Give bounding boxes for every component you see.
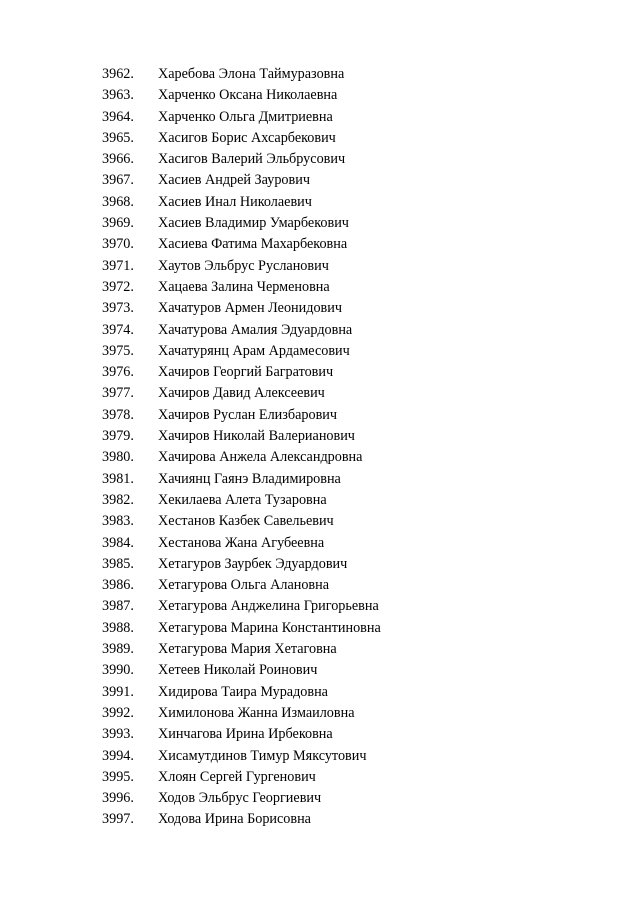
list-item: [102, 703, 582, 724]
entry-name: Хлоян Сергей Гургенович: [158, 768, 316, 785]
entry-name: Хасиев Владимир Умарбекович: [158, 215, 349, 232]
list-item: [102, 511, 582, 532]
list-item: [102, 341, 582, 362]
entry-name: Хестанов Казбек Савельевич: [158, 513, 334, 530]
entry-number: 3995.: [102, 768, 134, 785]
entry-number: 3984.: [102, 534, 134, 551]
entry-number: 3989.: [102, 641, 134, 658]
entry-name: Хетеев Николай Роинович: [158, 662, 318, 679]
entry-name: Хекилаева Алета Тузаровна: [158, 491, 327, 508]
list-item: [102, 85, 582, 106]
list-item: [102, 320, 582, 341]
list-item: [102, 447, 582, 468]
entry-number: 3973.: [102, 300, 134, 317]
entry-name: Хачиров Георгий Багратович: [158, 364, 334, 381]
list-item: [102, 724, 582, 745]
entry-number: 3965.: [102, 129, 134, 146]
list-item: [102, 213, 582, 234]
entry-number: 3992.: [102, 704, 134, 721]
entry-number: 3991.: [102, 683, 134, 700]
entry-name: Хетагурова Анджелина Григорьевна: [158, 598, 379, 615]
entry-number: 3987.: [102, 598, 134, 615]
entry-name: Хестанова Жана Агубеевна: [158, 534, 325, 551]
entry-name: Хетагурова Ольга Алановна: [158, 577, 330, 594]
list-item: [102, 596, 582, 617]
entry-number: 3996.: [102, 790, 134, 807]
entry-name: Хачиянц Гаянэ Владимировна: [158, 470, 341, 487]
entry-number: 3972.: [102, 278, 134, 295]
entry-number: 3979.: [102, 428, 134, 445]
entry-name: Хацаева Залина Черменовна: [158, 278, 330, 295]
entry-number: 3968.: [102, 193, 134, 210]
entry-number: 3971.: [102, 257, 134, 274]
list-item: [102, 639, 582, 660]
entry-name: Хетагуров Заурбек Эдуардович: [158, 555, 348, 572]
list-item: [102, 426, 582, 447]
list-item: [102, 298, 582, 319]
entry-name: Хачатурова Амалия Эдуардовна: [158, 321, 353, 338]
list-item: [102, 170, 582, 191]
entry-number: 3967.: [102, 172, 134, 189]
list-item: [102, 383, 582, 404]
entry-name: Ходова Ирина Борисовна: [158, 811, 311, 828]
entry-number: 3966.: [102, 151, 134, 168]
entry-name: Хасиева Фатима Махарбековна: [158, 236, 348, 253]
entry-number: 3988.: [102, 619, 134, 636]
entry-name: Хасигов Валерий Эльбрусович: [158, 151, 346, 168]
entry-name: Хачатурянц Арам Ардамесович: [158, 342, 350, 359]
entry-name: Хачатуров Армен Леонидович: [158, 300, 342, 317]
list-item: [102, 575, 582, 596]
entry-name: Хачиров Николай Валерианович: [158, 428, 355, 445]
entry-number: 3964.: [102, 108, 134, 125]
entry-name: Хетагурова Марина Константиновна: [158, 619, 381, 636]
entry-number: 3962.: [102, 66, 134, 82]
entry-number: 3994.: [102, 747, 134, 764]
entry-number: 3969.: [102, 215, 134, 232]
list-item: [102, 149, 582, 170]
list-item: [102, 682, 582, 703]
entry-name: Хидирова Таира Мурадовна: [158, 683, 328, 700]
list-item: [102, 746, 582, 767]
list-item: [102, 490, 582, 511]
entry-name: Харченко Оксана Николаевна: [158, 87, 338, 104]
entry-name: Хаутов Эльбрус Русланович: [158, 257, 329, 274]
entry-number: 3982.: [102, 491, 134, 508]
entry-number: 3975.: [102, 342, 134, 359]
entry-name: Хинчагова Ирина Ирбековна: [158, 726, 333, 743]
entry-number: 3970.: [102, 236, 134, 253]
entry-number: 3974.: [102, 321, 134, 338]
entry-name: Ходов Эльбрус Георгиевич: [158, 790, 322, 807]
entry-number: 3977.: [102, 385, 134, 402]
entry-number: 3983.: [102, 513, 134, 530]
name-list: [102, 64, 582, 831]
entry-number: 3963.: [102, 87, 134, 104]
entry-name: Хисамутдинов Тимур Мяксутович: [158, 747, 367, 764]
list-item: [102, 234, 582, 255]
entry-name: Хасиев Инал Николаевич: [158, 193, 312, 210]
list-item: [102, 362, 582, 383]
entry-number: 3980.: [102, 449, 134, 466]
entry-number: 3976.: [102, 364, 134, 381]
list-item: [102, 192, 582, 213]
entry-name: Хетагурова Мария Хетаговна: [158, 641, 337, 658]
entry-name: Хасиев Андрей Заурович: [158, 172, 310, 189]
list-item: [102, 767, 582, 788]
entry-name: Хасигов Борис Ахсарбекович: [158, 129, 336, 146]
entry-number: 3993.: [102, 726, 134, 743]
entry-name: Химилонова Жанна Измаиловна: [158, 704, 355, 721]
list-item: [102, 128, 582, 149]
list-item: [102, 107, 582, 128]
list-item: [102, 256, 582, 277]
entry-number: 3978.: [102, 406, 134, 423]
list-item: [102, 277, 582, 298]
list-item: [102, 469, 582, 490]
list-item: [102, 533, 582, 554]
list-item: [102, 618, 582, 639]
entry-number: 3981.: [102, 470, 134, 487]
list-item: [102, 554, 582, 575]
entry-number: 3985.: [102, 555, 134, 572]
entry-name: Хачирова Анжела Александровна: [158, 449, 363, 466]
list-item: [102, 809, 582, 830]
entry-name: Харченко Ольга Дмитриевна: [158, 108, 333, 125]
entry-number: 3990.: [102, 662, 134, 679]
list-item: [102, 660, 582, 681]
entry-name: Харебова Элона Таймуразовна: [158, 66, 345, 82]
list-item: [102, 405, 582, 426]
entry-name: Хачиров Руслан Елизбарович: [158, 406, 338, 423]
entry-name: Хачиров Давид Алексеевич: [158, 385, 325, 402]
list-item: [102, 788, 582, 809]
entry-number: 3997.: [102, 811, 134, 828]
list-item: [102, 64, 582, 85]
entry-number: 3986.: [102, 577, 134, 594]
